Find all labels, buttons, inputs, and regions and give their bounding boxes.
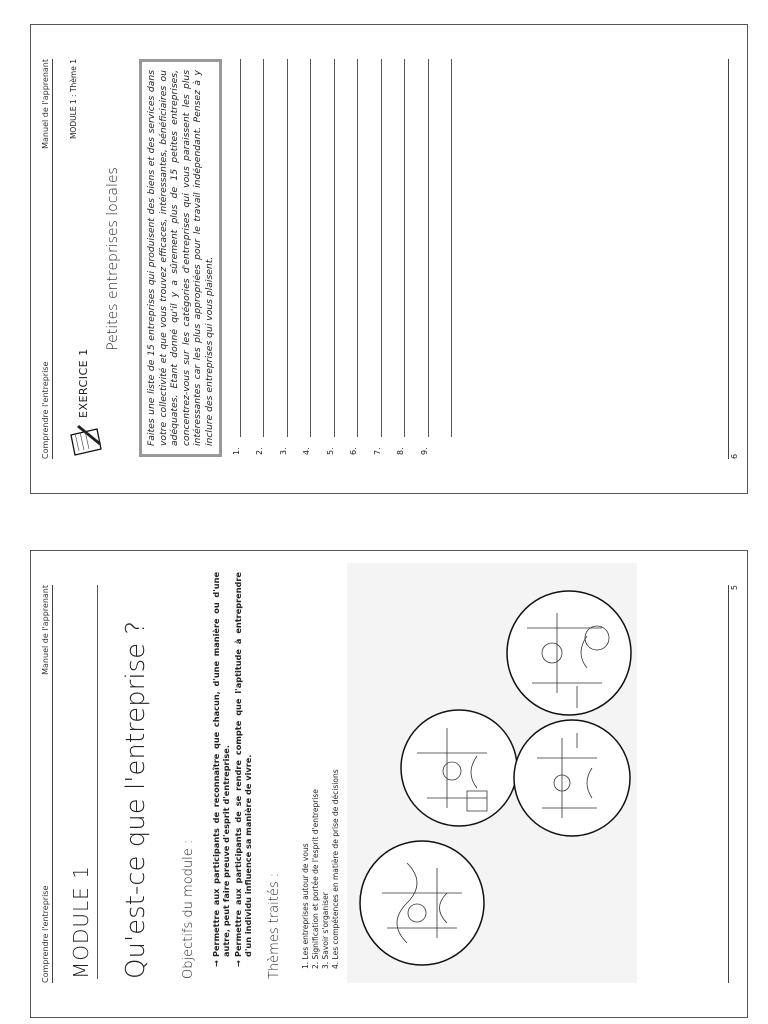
line xyxy=(277,59,288,437)
line-number: 9. xyxy=(419,447,429,455)
answer-line[interactable] xyxy=(335,59,359,455)
pencil-notebook-icon xyxy=(69,423,103,459)
header-right: Manuel de l'apprenant xyxy=(41,59,50,149)
line-number: 7. xyxy=(372,447,382,455)
answer-line[interactable] xyxy=(264,59,288,455)
exercise-label: EXERCICE 1 xyxy=(77,348,90,418)
page-number: 5 xyxy=(730,585,739,591)
line xyxy=(300,59,311,437)
objective-item: → Permettre aux participants de reconnaître que chacun, d'une manière ou d'une autre, peut faire preuve d'esprit d'entreprise. xyxy=(211,572,231,967)
header-left: Comprendre l'entreprise xyxy=(41,361,50,459)
line xyxy=(230,59,241,437)
page-title: Qu'est-ce que l'entreprise ? xyxy=(121,620,151,979)
page-left-sheet xyxy=(30,550,748,1018)
module-label: MODULE 1 xyxy=(69,865,93,979)
line-number: 8. xyxy=(396,447,405,455)
answer-line[interactable] xyxy=(288,59,312,455)
theme-item: 1. Les entreprises autour de vous xyxy=(301,843,310,969)
answer-line[interactable] xyxy=(311,59,335,455)
line-number: 6. xyxy=(349,447,358,455)
page-footer xyxy=(728,585,739,983)
answer-line[interactable] xyxy=(358,59,382,455)
line xyxy=(418,59,429,437)
line xyxy=(441,59,452,437)
line-number: 5. xyxy=(325,447,335,455)
answer-line[interactable] xyxy=(382,59,406,455)
objectives-heading: Objectifs du module : xyxy=(181,839,196,979)
answer-line[interactable] xyxy=(217,59,241,455)
theme-item: 3. Savoir s'organiser xyxy=(321,892,330,969)
themes-list xyxy=(301,769,341,969)
divider xyxy=(97,585,98,979)
line xyxy=(394,59,405,437)
objective-item: → Permettre aux participants de se rendre compte que l'aptitude à entreprendre d'un individu influence sa manière de vivre. xyxy=(233,572,253,967)
line xyxy=(253,59,264,437)
theme-item: 2. Signification et portée de l'esprit d'entreprise xyxy=(311,789,320,969)
module-theme-tag: MODULE 1 : Thème 1 xyxy=(69,59,78,140)
theme-item: 4. Les compétences en matière de prise de décisions xyxy=(331,769,340,969)
line-number: 3. xyxy=(278,447,288,455)
header-left: Comprendre l'entreprise xyxy=(41,885,50,983)
answer-line[interactable] xyxy=(429,59,453,455)
line-number: 4. xyxy=(302,447,311,455)
page-number: 6 xyxy=(730,453,739,459)
instructions-box: Faites une liste de 15 entreprises qui produisent des biens et des services dans votre collectivité et que vous trouvez efficaces, intéressantes, bénéficiaires ou adéquates. Etant donné qu'il y a sûrement plus de 15 petites entreprises, concentrez-vous sur les catégories d'entreprises qui vous paraissent les plus intéressantes car les plus appropriées pour le travail indépendant. Pensez à y inclure des entreprises qui vous plaisent. xyxy=(139,59,222,457)
header-right: Manuel de l'apprenant xyxy=(41,585,50,675)
answer-line[interactable] xyxy=(405,59,429,455)
running-header xyxy=(41,585,53,983)
answer-list xyxy=(217,59,452,455)
line xyxy=(347,59,358,437)
page-footer xyxy=(728,59,739,459)
objectives-list xyxy=(211,572,255,967)
page-right-sheet xyxy=(30,24,748,494)
line-number: 1. xyxy=(231,447,241,455)
running-header xyxy=(41,59,53,459)
line xyxy=(324,59,335,437)
exercise-title: Petites entreprises locales xyxy=(105,167,121,351)
entrepreneurs-illustration xyxy=(347,563,637,983)
line-number: 2. xyxy=(255,447,264,455)
answer-line[interactable] xyxy=(241,59,265,455)
themes-heading: Thèmes traités : xyxy=(267,872,282,979)
line xyxy=(371,59,382,437)
